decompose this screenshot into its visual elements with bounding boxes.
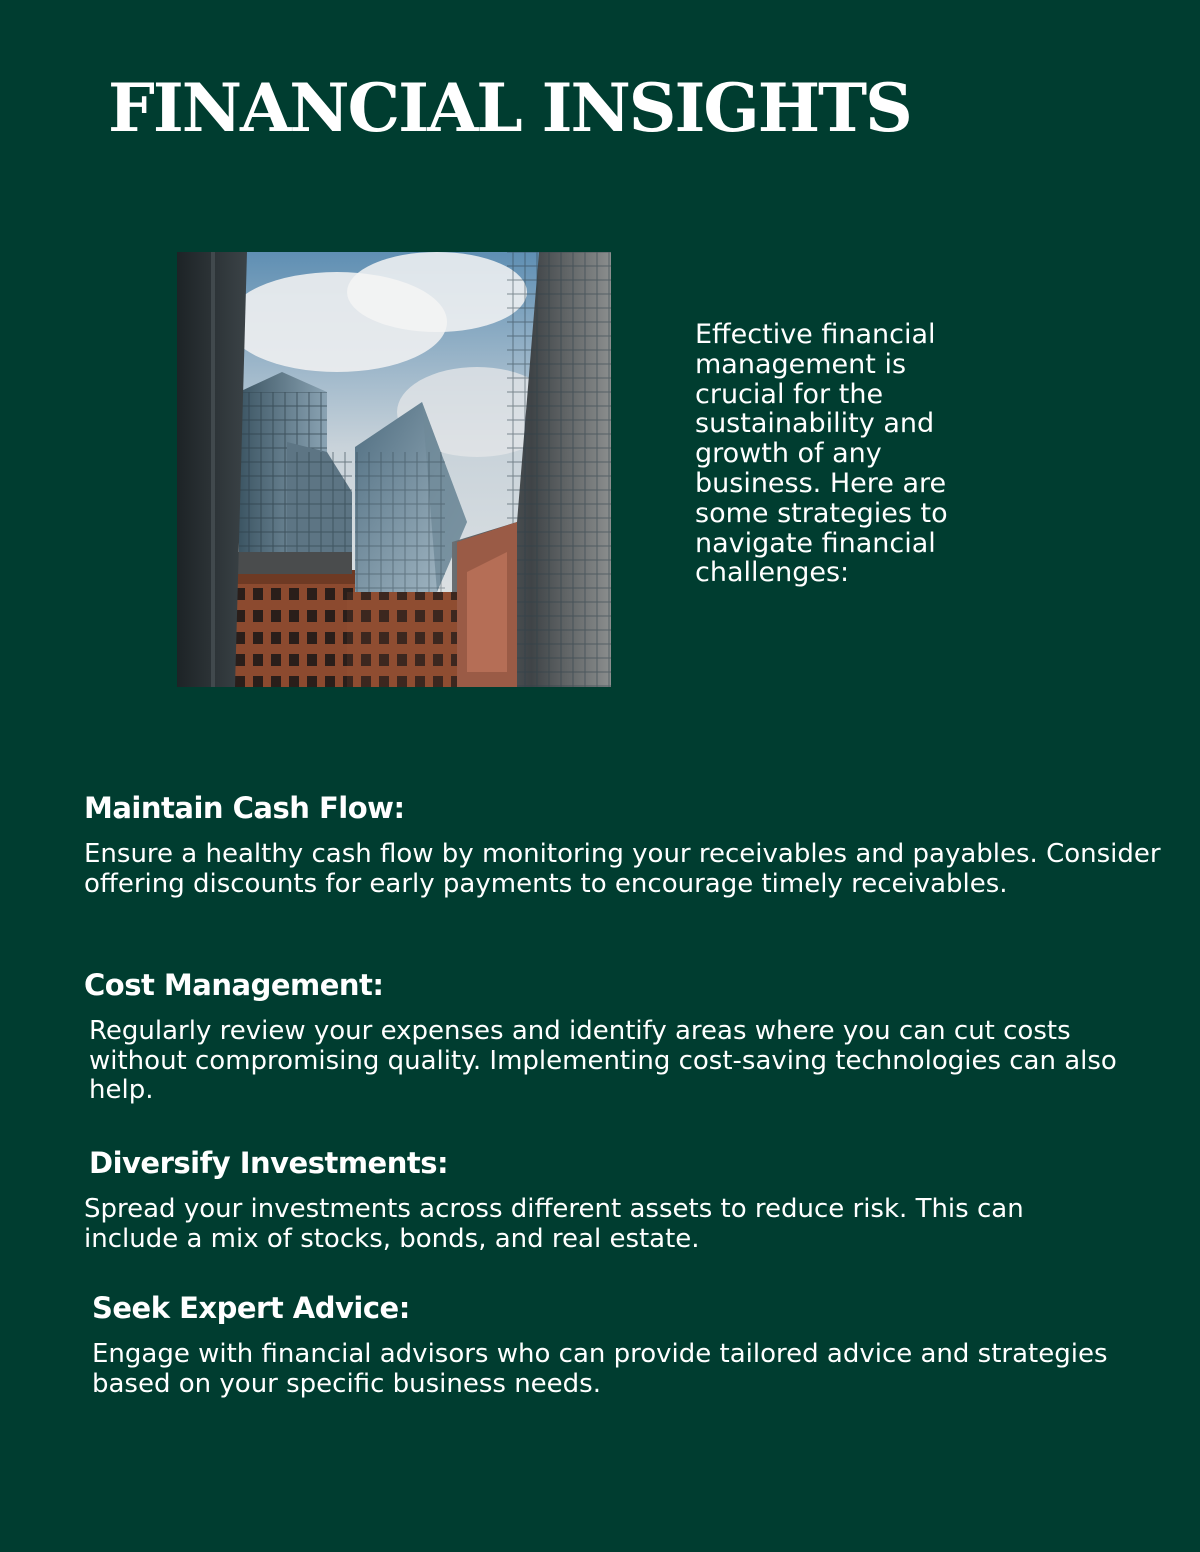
city-skyscrapers-photo bbox=[177, 252, 611, 687]
section-heading-diversify-investments: Diversify Investments: bbox=[89, 1146, 449, 1180]
section-heading-cash-flow: Maintain Cash Flow: bbox=[84, 791, 405, 825]
section-heading-cost-management: Cost Management: bbox=[84, 968, 384, 1002]
section-body-expert-advice: Engage with financial advisors who can provide tailored advice and strategies based on your specific business needs. bbox=[92, 1339, 1108, 1399]
section-heading-expert-advice: Seek Expert Advice: bbox=[92, 1291, 410, 1325]
page-title: FINANCIAL INSIGHTS bbox=[108, 69, 911, 147]
section-body-cost-management: Regularly review your expenses and identify areas where you can cut costs without compromising quality. Implementing cost-saving technologies can also help. bbox=[89, 1016, 1117, 1105]
section-body-diversify-investments: Spread your investments across different assets to reduce risk. This can include a mix of stocks, bonds, and real estate. bbox=[84, 1194, 1024, 1254]
intro-paragraph: Effective financial management is crucial for the sustainability and growth of any business. Here are some strategies to navigate financial challenges: bbox=[695, 319, 948, 589]
section-body-cash-flow: Ensure a healthy cash flow by monitoring your receivables and payables. Consider offering discounts for early payments to encourage timely receivables. bbox=[84, 839, 1161, 899]
